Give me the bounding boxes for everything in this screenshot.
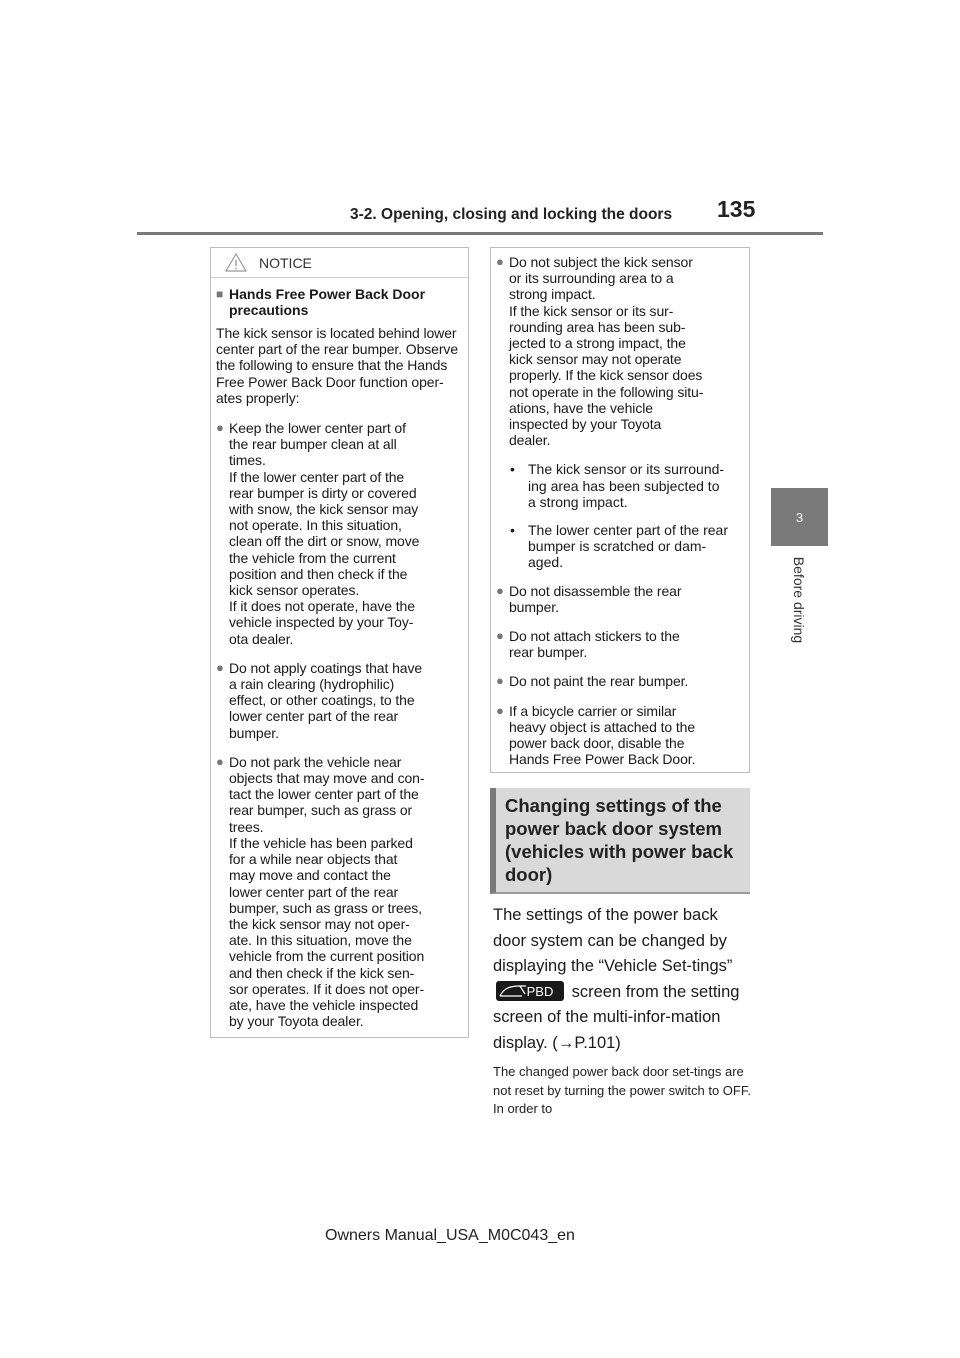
notice-box-left [210,247,469,1038]
notice-header [211,248,468,278]
bullet-list [216,420,460,1029]
bullet-list [496,583,741,768]
svg-text:PBD: PBD [526,983,554,999]
bullet-text: The lower center part of the rear bumper is scratched or dam- aged. [528,522,728,571]
bullet-text: If a bicycle carrier or similar heavy object is attached to the power back door, disable the Hands Free Power Back Door. [509,702,696,768]
bullet-text: Do not park the vehicle near objects that may move and con- tact the lower center part of the rear bumper, such as grass or trees. If the vehicle has been parked for a while near objects that may move and contact the lower center part of the rear bumper, such as grass or trees, the kick sensor may not oper- ate. In this situation, move the vehicle from the current position and then check if the kick sen- sor operates. If it does not oper- ate, have the vehicle inspected by your Toyota dealer. [229,753,425,1030]
bullet-item [496,703,741,768]
round-bullet-icon: ● [496,254,504,269]
bullet-item [216,660,460,741]
round-bullet-icon: ● [216,420,224,436]
notice-box-right [490,247,750,773]
bullet-item [496,254,741,448]
chapter-label: Before driving [791,556,807,644]
intro-text: The kick sensor is located behind lower center part of the rear bumper. Observe the following to ensure that the Hands Free Power Back Door function oper-ates properly: [216,325,459,406]
warning-triangle-icon [224,252,248,273]
dash-list [496,461,741,570]
dash-item [496,522,741,571]
note-text: The changed power back door set-tings are not reset by turning the power switch to OFF. In order to [493,1064,751,1116]
round-bullet-icon: ● [216,659,224,675]
page-reference-link[interactable]: P.101) [574,1033,621,1052]
page-number: 135 [717,196,756,222]
bullet-text: Do not subject the kick sensor or its surrounding area to a strong impact. If the kick sensor or its sur- rounding area has been sub- jected to a strong impact, the kick sensor may not operate properly. If the kick sensor does not operate in the following situ- ations, have the vehicle inspected by your Toyota dealer. [509,254,704,449]
dash-bullet-icon: • [510,461,515,478]
bullet-text: Do not apply coatings that have a rain clearing (hydrophilic) effect, or other coatings, to the lower center part of the rear bumper. [229,659,423,741]
bullet-text: Do not disassemble the rear bumper. [509,582,682,615]
main-text-part2: screen from the setting screen of the multi-infor-mation display. ( [493,982,740,1052]
bullet-item [496,673,741,689]
chapter-tab[interactable]: 3 [771,488,828,546]
round-bullet-icon: ● [496,702,504,718]
round-bullet-icon: ● [496,582,504,598]
dash-item [496,461,741,510]
dash-bullet-icon: • [510,522,515,539]
header-rule [137,232,823,235]
pbd-car-icon [496,981,564,1001]
bullet-item [496,628,741,660]
bullet-text: Keep the lower center part of the rear bumper clean at all times. If the lower center part of the rear bumper is dirty or covered with snow, the kick sensor may not operate. In this situation, clean off the dirt or snow, move the vehicle from the current position and then check if the kick sensor operates. If it does not operate, have the vehicle inspected by your Toy- ota dealer. [229,420,420,647]
bullet-item [216,420,460,647]
bullet-list [496,254,741,448]
round-bullet-icon: ● [496,673,504,689]
footer-text: Owners Manual_USA_M0C043_en [325,1227,575,1244]
square-bullet-icon: ■ [216,287,224,301]
bullet-text: The kick sensor or its surround- ing area has been subjected to a strong impact. [528,461,725,510]
section-title: 3-2. Opening, closing and locking the doors [350,206,673,223]
main-text-part1: The settings of the power back door system can be changed by displaying the “Vehicle Set-tings” [493,906,733,975]
bullet-item [496,583,741,615]
bullet-text: Do not paint the rear bumper. [509,673,689,690]
notice-label: NOTICE [259,255,312,271]
sub-heading [216,286,460,318]
main-paragraph [493,903,755,1056]
round-bullet-icon: ● [216,753,224,769]
bullet-text: Do not attach stickers to the rear bumper. [509,628,680,661]
round-bullet-icon: ● [496,628,504,644]
bullet-item [216,754,460,1029]
sub-heading-text: Hands Free Power Back Door precautions [229,286,426,318]
arrow-icon: → [557,1033,575,1052]
section-heading: Changing settings of the power back door system (vehicles with power back door) [490,788,750,894]
